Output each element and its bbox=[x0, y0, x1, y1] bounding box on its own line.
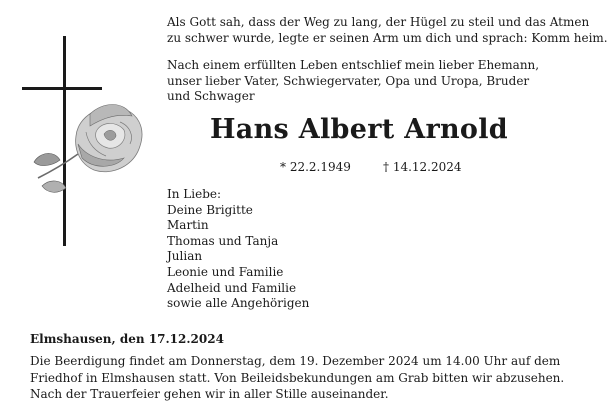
mourner-line: Martin bbox=[167, 218, 209, 233]
funeral-info bbox=[30, 353, 564, 403]
intro-line: unser lieber Vater, Schwiegervater, Opa und Uropa, Bruder bbox=[167, 73, 530, 88]
cross-and-rose bbox=[20, 36, 160, 246]
death-date: † 14.12.2024 bbox=[383, 160, 462, 174]
intro-line: Nach einem erfüllten Leben entschlief mein lieber Ehemann, bbox=[167, 58, 540, 72]
mourner-line: Adelheid und Familie bbox=[167, 280, 297, 295]
mourner-line: In Liebe: bbox=[167, 187, 222, 201]
intro-text bbox=[167, 58, 539, 105]
mourner-line: sowie alle Angehörigen bbox=[167, 296, 310, 311]
birth-date: * 22.2.1949 bbox=[280, 160, 351, 174]
mourner-line: Julian bbox=[167, 249, 203, 264]
mourner-line: Deine Brigitte bbox=[167, 202, 253, 217]
poem-line: Als Gott sah, dass der Weg zu lang, der Hügel zu steil und das Atmen bbox=[167, 15, 590, 29]
mourner-line: Thomas und Tanja bbox=[167, 233, 279, 248]
mourner-line: Leonie und Familie bbox=[167, 264, 284, 279]
funeral-line: Die Beerdigung findet am Donnerstag, dem 19. Dezember 2024 um 14.00 Uhr auf dem bbox=[30, 354, 561, 368]
funeral-line: Nach der Trauerfeier gehen wir in aller Stille auseinander. bbox=[30, 387, 389, 401]
place-and-date: Elmshausen, den 17.12.2024 bbox=[30, 332, 224, 346]
mourners-list bbox=[167, 187, 309, 312]
poem-quote bbox=[167, 15, 608, 46]
intro-line: und Schwager bbox=[167, 89, 255, 103]
funeral-line: Friedhof in Elmshausen statt. Von Beileidsbekundungen am Grab bitten wir abzusehen. bbox=[30, 370, 565, 385]
poem-line: zu schwer wurde, legte er seinen Arm um dich und sprach: Komm heim. bbox=[167, 30, 608, 45]
rose-illustration bbox=[34, 105, 142, 193]
deceased-name: Hans Albert Arnold bbox=[210, 114, 508, 145]
